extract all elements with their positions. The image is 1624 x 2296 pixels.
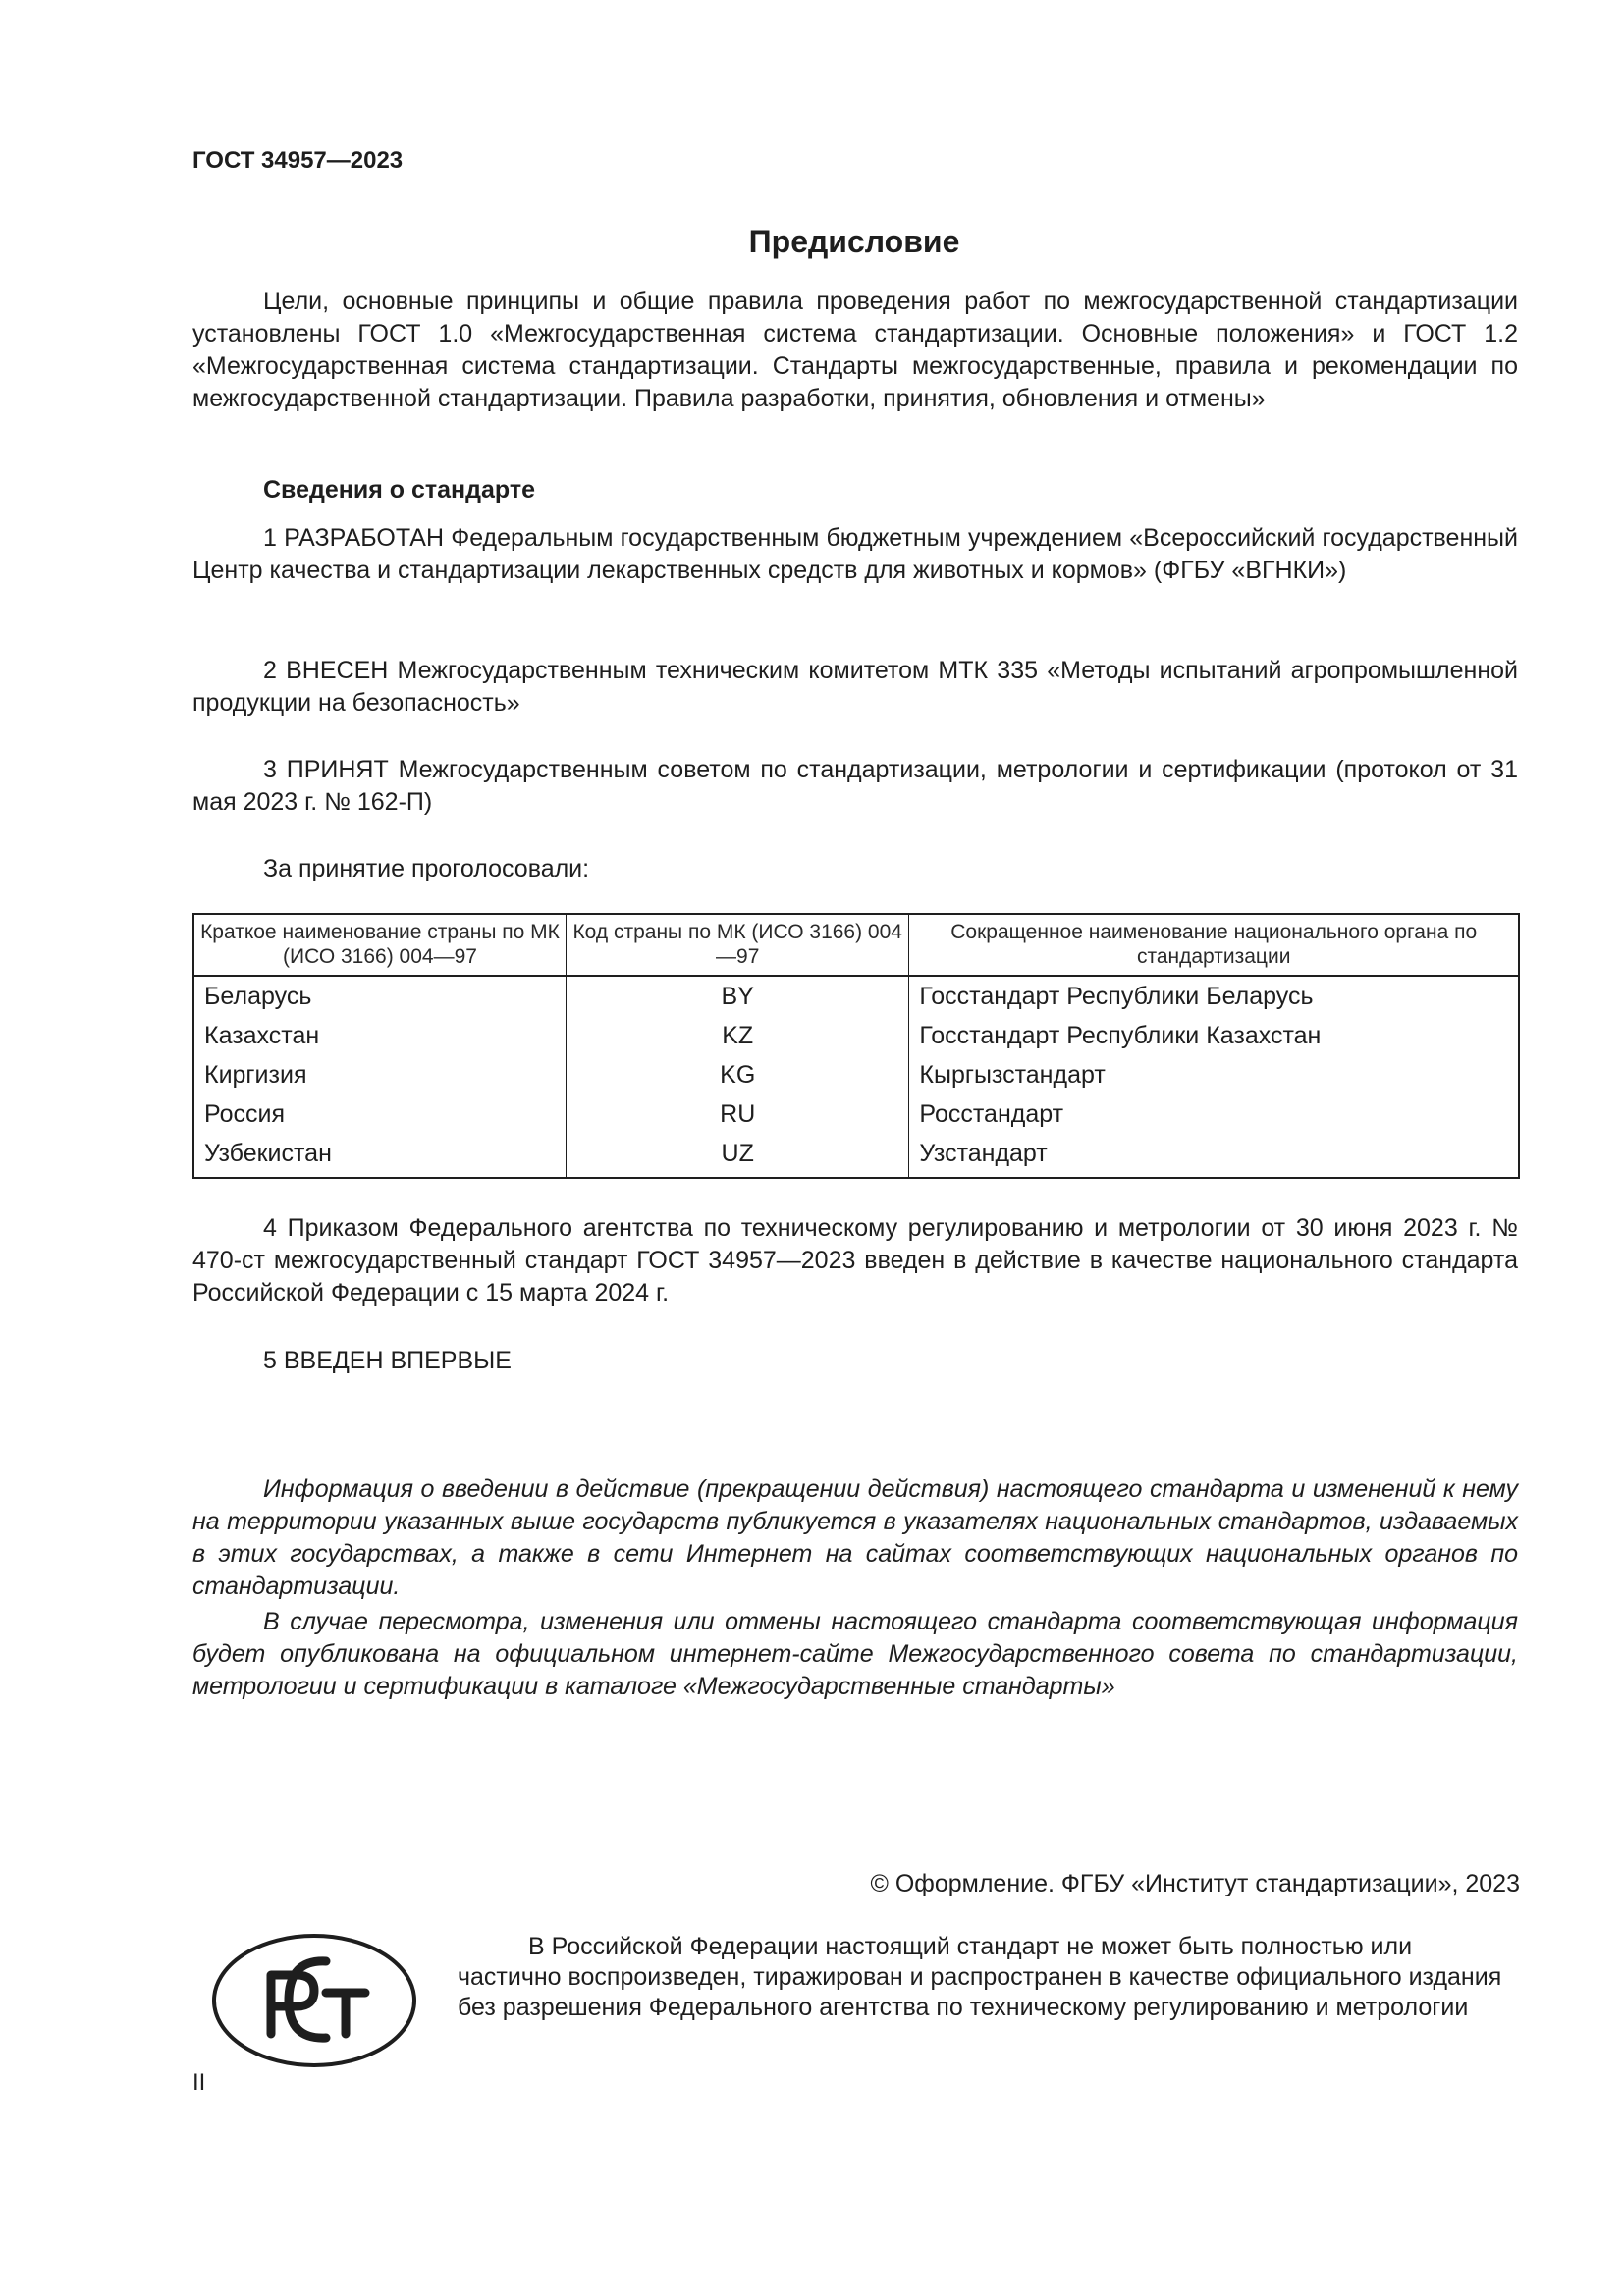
item-introduced — [192, 1345, 1518, 1377]
cell-code: KZ — [567, 1016, 909, 1055]
item-introduced-text: 5 ВВЕДЕН ВПЕРВЫЕ — [263, 1347, 512, 1374]
revision-info-text: В случае пересмотра, изменения или отмены настоящего стандарта соответствующая информация будет опубликована на официальном интернет-сайте Межгосударственного совета по стандартизации, метрологии и сертификации в каталоге «Межгосударственные стандарты» — [192, 1608, 1518, 1700]
column-header-country: Краткое наименование страны по МК (ИСО 3166) 004—97 — [193, 914, 567, 976]
page-number: II — [192, 2069, 206, 2096]
item-submitted — [192, 655, 1518, 720]
item-enacted — [192, 1212, 1518, 1309]
cell-body: Узстандарт — [909, 1134, 1519, 1178]
cell-body: Кыргызстандарт — [909, 1055, 1519, 1095]
item-adopted-text: 3 ПРИНЯТ Межгосударственным советом по стандартизации, метрологии и сертификации (протокол от 31 мая 2023 г. № 162-П) — [192, 756, 1518, 816]
item-submitted-text: 2 ВНЕСЕН Межгосударственным техническим комитетом МТК 335 «Методы испытаний агропромышленной продукции на безопасность» — [192, 657, 1518, 717]
item-developed-text: 1 РАЗРАБОТАН Федеральным государственным бюджетным учреждением «Всероссийский государственный Центр качества и стандартизации лекарственных средств для животных и кормов» (ФГБУ «ВГНКИ») — [192, 524, 1518, 584]
cell-code: UZ — [567, 1134, 909, 1178]
item-developed — [192, 522, 1518, 587]
cell-country: Киргизия — [193, 1055, 567, 1095]
revision-info — [192, 1606, 1518, 1703]
cell-country: Беларусь — [193, 976, 567, 1016]
cell-code: KG — [567, 1055, 909, 1095]
cell-body: Госстандарт Республики Беларусь — [909, 976, 1519, 1016]
cell-body: Росстандарт — [909, 1095, 1519, 1134]
member-states-table — [192, 913, 1520, 1179]
info-heading-text: Сведения о стандарте — [263, 476, 536, 504]
table-row — [193, 1016, 1519, 1055]
copyright-notice: © Оформление. ФГБУ «Институт стандартизации», 2023 — [870, 1870, 1520, 1897]
cell-country: Узбекистан — [193, 1134, 567, 1178]
cell-country: Россия — [193, 1095, 567, 1134]
page-title: Предисловие — [748, 224, 960, 259]
table-row — [193, 1055, 1519, 1095]
intro-paragraph — [192, 286, 1518, 415]
table-row — [193, 976, 1519, 1016]
cell-country: Казахстан — [193, 1016, 567, 1055]
document-code: ГОСТ 34957—2023 — [192, 147, 404, 174]
table-row — [193, 1095, 1519, 1134]
publication-info — [192, 1473, 1518, 1603]
column-header-body: Сокращенное наименование национального органа по стандартизации — [909, 914, 1519, 976]
info-heading — [192, 474, 1518, 507]
cell-code: RU — [567, 1095, 909, 1134]
item-enacted-text: 4 Приказом Федерального агентства по техническому регулированию и метрологии от 30 июня 2023 г. № 470-ст межгосударственный стандарт ГОСТ 34957—2023 введен в действие в качестве национального стандарта Российской Федерации с 15 марта 2024 г. — [192, 1214, 1518, 1307]
table-header-row — [193, 914, 1519, 976]
column-header-code: Код страны по МК (ИСО 3166) 004—97 — [567, 914, 909, 976]
item-adopted — [192, 754, 1518, 819]
publication-info-text: Информация о введении в действие (прекращении действия) настоящего стандарта и изменений к нему на территории указанных выше государств публикуется в указателях национальных стандартов, издаваемых в этих государствах, а также в сети Интернет на сайтах соответствующих национальных органов по стандартизации. — [192, 1475, 1518, 1600]
vote-intro-text: За принятие проголосовали: — [263, 855, 590, 882]
reproduction-notice-text: В Российской Федерации настоящий стандарт не может быть полностью или частично воспроизведен, тиражирован и распространен в качестве официального издания без разрешения Федерального агентства по техническому регулированию и метрологии — [458, 1933, 1502, 2021]
table-row — [193, 1134, 1519, 1178]
reproduction-notice — [458, 1932, 1520, 2023]
intro-text: Цели, основные принципы и общие правила проведения работ по межгосударственной стандартизации установлены ГОСТ 1.0 «Межгосударственная система стандартизации. Основные положения» и ГОСТ 1.2 «Межгосударственная система стандартизации. Стандарты межгосударственные, правила и рекомендации по межгосударственной стандартизации. Правила разработки, принятия, обновления и отмены» — [192, 288, 1518, 412]
cell-code: BY — [567, 976, 909, 1016]
vote-intro — [192, 853, 1518, 885]
rst-certification-mark-icon — [210, 1932, 418, 2069]
cell-body: Госстандарт Республики Казахстан — [909, 1016, 1519, 1055]
